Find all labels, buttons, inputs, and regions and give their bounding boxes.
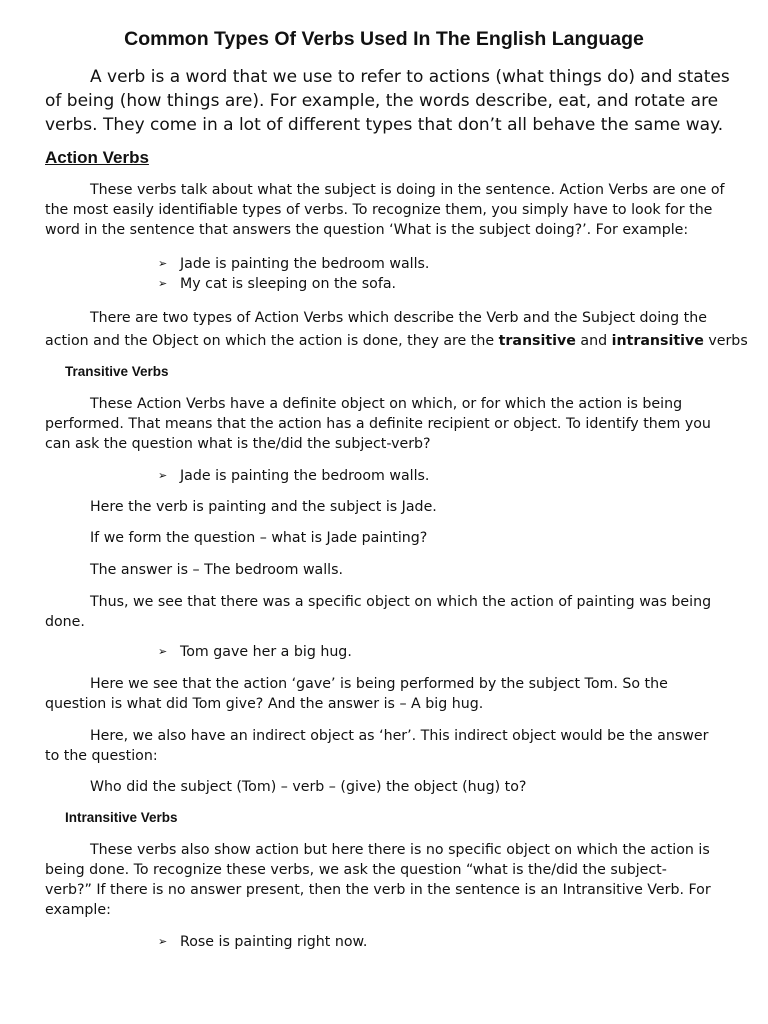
indirect-object-paragraph bbox=[45, 726, 735, 766]
verb-subject-line: Here the verb is painting and the subject is Jade. bbox=[90, 499, 437, 515]
page-title: Common Types Of Verbs Used In The English Language bbox=[124, 28, 644, 50]
list-item: ➢ My cat is sleeping on the sofa. bbox=[158, 276, 397, 292]
paragraph-line: being done. To recognize these verbs, we ask the question “what is the/did the subject- bbox=[45, 862, 667, 878]
arrow-bullet-icon: ➢ bbox=[158, 277, 168, 290]
paragraph-line: example: bbox=[45, 902, 111, 918]
answer-line: The answer is – The bedroom walls. bbox=[90, 562, 344, 578]
paragraph-line: There are two types of Action Verbs which describe the Verb and the Subject doing the bbox=[90, 310, 707, 326]
action-verbs-paragraph bbox=[45, 180, 735, 240]
paragraph-line: action and the Object on which the action is done, they are the transitive and intransitive verbs bbox=[45, 333, 748, 349]
action-verbs-heading: Action Verbs bbox=[45, 148, 149, 167]
paragraph-line: verb?” If there is no answer present, then the verb in the sentence is an Intransitive Verb. For bbox=[45, 882, 711, 898]
paragraph-line: Here we see that the action ‘gave’ is being performed by the subject Tom. So the bbox=[90, 676, 668, 692]
intro-line: of being (how things are). For example, the words describe, eat, and rotate are bbox=[45, 91, 719, 111]
intro-line: A verb is a word that we use to refer to actions (what things do) and states bbox=[90, 67, 730, 87]
list-item: ➢ Jade is painting the bedroom walls. bbox=[158, 256, 430, 272]
thus-paragraph bbox=[45, 592, 735, 632]
paragraph-line: Here, we also have an indirect object as ‘her’. This indirect object would be the answer bbox=[90, 728, 709, 744]
paragraph-line: Thus, we see that there was a specific object on which the action of painting was being bbox=[90, 594, 712, 610]
list-item: ➢ Jade is painting the bedroom walls. bbox=[158, 468, 430, 484]
transitive-paragraph bbox=[45, 394, 735, 454]
transitive-example-list bbox=[158, 466, 429, 486]
paragraph-line: These Action Verbs have a definite object on which, or for which the action is being bbox=[90, 396, 683, 412]
arrow-bullet-icon: ➢ bbox=[158, 645, 168, 658]
transitive-verbs-heading: Transitive Verbs bbox=[65, 364, 169, 379]
intro-paragraph bbox=[45, 65, 735, 137]
paragraph-line: to the question: bbox=[45, 748, 158, 764]
paragraph-line: can ask the question what is the/did the subject-verb? bbox=[45, 436, 431, 452]
intransitive-verbs-heading: Intransitive Verbs bbox=[65, 810, 178, 825]
who-question-line: Who did the subject (Tom) – verb – (give) the object (hug) to? bbox=[90, 779, 527, 795]
list-item: ➢ Rose is painting right now. bbox=[158, 934, 368, 950]
intransitive-example-list bbox=[158, 932, 367, 952]
intransitive-paragraph bbox=[45, 840, 735, 920]
transitive-example-list-2 bbox=[158, 642, 352, 662]
question-line: If we form the question – what is Jade painting? bbox=[90, 530, 428, 546]
intro-line: verbs. They come in a lot of different types that don’t all behave the same way. bbox=[45, 115, 724, 135]
arrow-bullet-icon: ➢ bbox=[158, 257, 168, 270]
action-examples-list bbox=[158, 254, 429, 294]
arrow-bullet-icon: ➢ bbox=[158, 469, 168, 482]
action-types-paragraph bbox=[45, 307, 748, 353]
list-item: ➢ Tom gave her a big hug. bbox=[158, 644, 352, 660]
paragraph-line: question is what did Tom give? And the answer is – A big hug. bbox=[45, 696, 484, 712]
paragraph-line: performed. That means that the action has a definite recipient or object. To identify them you bbox=[45, 416, 711, 432]
paragraph-line: These verbs talk about what the subject is doing in the sentence. Action Verbs are one of bbox=[90, 182, 725, 198]
paragraph-line: the most easily identifiable types of verbs. To recognize them, you simply have to look for the bbox=[45, 202, 713, 218]
paragraph-line: These verbs also show action but here there is no specific object on which the action is bbox=[90, 842, 710, 858]
transitive-keyword: transitive bbox=[498, 333, 576, 349]
paragraph-line: done. bbox=[45, 614, 85, 630]
intransitive-keyword: intransitive bbox=[611, 333, 704, 349]
arrow-bullet-icon: ➢ bbox=[158, 935, 168, 948]
gave-paragraph bbox=[45, 674, 735, 714]
paragraph-line: word in the sentence that answers the question ‘What is the subject doing?’. For example: bbox=[45, 222, 689, 238]
